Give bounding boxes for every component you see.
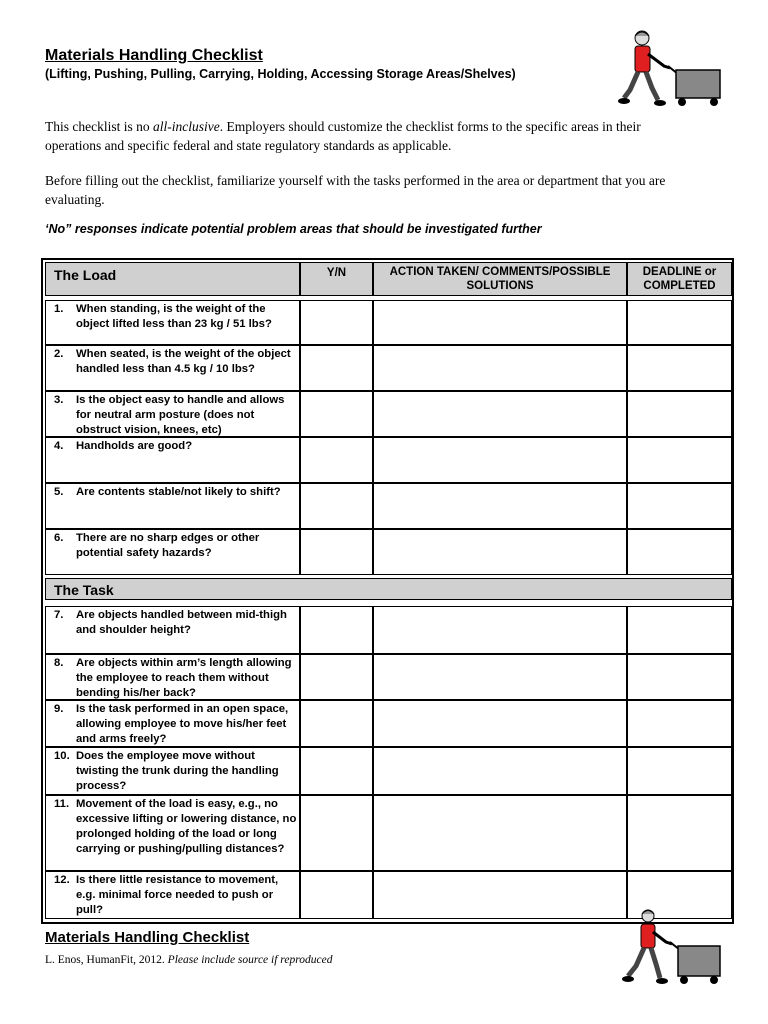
- action-comment-cell[interactable]: [373, 700, 627, 747]
- question-text: Handholds are good?: [76, 440, 193, 452]
- yn-answer-cell[interactable]: [300, 654, 373, 700]
- question-text: Movement of the load is easy, e.g., no excessive lifting or lowering distance, no prolonged holding of the load or long carrying or pushing/pulling distances?: [76, 798, 297, 855]
- question-number: 3.: [54, 394, 64, 406]
- question-text: Is the object easy to handle and allows for neutral arm posture (does not obstruct vision, knees, etc): [76, 394, 285, 436]
- question-number: 4.: [54, 440, 64, 452]
- question-number: 7.: [54, 609, 64, 621]
- worker-pushing-cart-icon: [618, 26, 728, 110]
- deadline-cell[interactable]: [627, 345, 732, 391]
- question-cell: [45, 300, 300, 345]
- action-comment-cell[interactable]: [373, 871, 627, 919]
- action-comment-cell[interactable]: [373, 654, 627, 700]
- deadline-cell[interactable]: [627, 529, 732, 575]
- question-cell: [45, 795, 300, 871]
- page-subtitle: (Lifting, Pushing, Pulling, Carrying, Holding, Accessing Storage Areas/Shelves): [45, 67, 516, 81]
- question-cell: [45, 606, 300, 654]
- intro-p1-before: This checklist is no: [45, 119, 153, 134]
- question-cell: [45, 345, 300, 391]
- question-cell: [45, 871, 300, 919]
- question-text: Are objects handled between mid-thigh and shoulder height?: [76, 609, 287, 636]
- question-number: 6.: [54, 532, 64, 544]
- no-responses-note: ‘No” responses indicate potential problem areas that should be investigated further: [45, 222, 542, 236]
- question-text: When seated, is the weight of the object handled less than 4.5 kg / 10 lbs?: [76, 348, 291, 375]
- credit-italic: Please include source if reproduced: [167, 954, 333, 966]
- question-cell: [45, 700, 300, 747]
- intro-paragraph-2: Before filling out the checklist, familiarize yourself with the tasks performed in the area or department that you are evaluating.: [45, 173, 666, 207]
- action-comment-cell[interactable]: [373, 795, 627, 871]
- question-number: 8.: [54, 657, 64, 669]
- question-text: Does the employee move without twisting the trunk during the handling process?: [76, 750, 279, 792]
- question-cell: [45, 529, 300, 575]
- question-number: 12.: [54, 874, 70, 886]
- question-text: Is there little resistance to movement, e.g. minimal force needed to push or pull?: [76, 874, 279, 916]
- yn-answer-cell[interactable]: [300, 871, 373, 919]
- deadline-cell[interactable]: [627, 437, 732, 483]
- intro-paragraph-1: [45, 117, 665, 155]
- action-comment-cell[interactable]: [373, 606, 627, 654]
- question-text: There are no sharp edges or other potential safety hazards?: [76, 532, 260, 559]
- yn-answer-cell[interactable]: [300, 483, 373, 529]
- column-header-yn: Y/N: [300, 262, 373, 296]
- question-cell: [45, 391, 300, 437]
- question-number: 5.: [54, 486, 64, 498]
- yn-answer-cell[interactable]: [300, 300, 373, 345]
- deadline-cell[interactable]: [627, 606, 732, 654]
- action-comment-cell[interactable]: [373, 437, 627, 483]
- credit-plain: L. Enos, HumanFit, 2012.: [45, 954, 168, 966]
- question-text: When standing, is the weight of the object lifted less than 23 kg / 51 lbs?: [76, 303, 272, 330]
- column-header-action: ACTION TAKEN/ COMMENTS/POSSIBLE SOLUTIONS: [373, 262, 627, 296]
- deadline-cell[interactable]: [627, 654, 732, 700]
- deadline-cell[interactable]: [627, 700, 732, 747]
- action-comment-cell[interactable]: [373, 529, 627, 575]
- question-number: 2.: [54, 348, 64, 360]
- yn-answer-cell[interactable]: [300, 437, 373, 483]
- question-number: 10.: [54, 750, 70, 762]
- action-comment-cell[interactable]: [373, 300, 627, 345]
- intro-p1-after: . Employers should customize the checklist forms to the specific areas in their operations and specific federal and state regulatory standards as applicable.: [45, 119, 641, 153]
- yn-answer-cell[interactable]: [300, 345, 373, 391]
- question-number: 11.: [54, 798, 70, 810]
- deadline-cell[interactable]: [627, 391, 732, 437]
- yn-answer-cell[interactable]: [300, 795, 373, 871]
- deadline-cell[interactable]: [627, 300, 732, 345]
- yn-answer-cell[interactable]: [300, 391, 373, 437]
- question-number: 1.: [54, 303, 64, 315]
- intro-p1-italic: all-inclusive: [153, 119, 220, 134]
- action-comment-cell[interactable]: [373, 483, 627, 529]
- deadline-cell[interactable]: [627, 795, 732, 871]
- deadline-cell[interactable]: [627, 747, 732, 795]
- question-cell: [45, 437, 300, 483]
- action-comment-cell[interactable]: [373, 391, 627, 437]
- section-header-load: The Load: [45, 262, 300, 296]
- question-text: Are objects within arm’s length allowing the employee to reach them without bending his/her back?: [76, 657, 292, 699]
- question-cell: [45, 747, 300, 795]
- question-text: Are contents stable/not likely to shift?: [76, 486, 281, 498]
- column-header-deadline: DEADLINE or COMPLETED: [627, 262, 732, 296]
- yn-answer-cell[interactable]: [300, 606, 373, 654]
- page-title: Materials Handling Checklist: [45, 47, 263, 64]
- yn-answer-cell[interactable]: [300, 529, 373, 575]
- question-cell: [45, 483, 300, 529]
- section-header-task: The Task: [45, 578, 732, 600]
- yn-answer-cell[interactable]: [300, 747, 373, 795]
- question-cell: [45, 654, 300, 700]
- deadline-cell[interactable]: [627, 483, 732, 529]
- worker-pushing-cart-icon: [618, 906, 728, 990]
- action-comment-cell[interactable]: [373, 747, 627, 795]
- question-number: 9.: [54, 703, 64, 715]
- question-text: Is the task performed in an open space, allowing employee to move his/her feet and arms freely?: [76, 703, 289, 745]
- footer-title: Materials Handling Checklist: [45, 929, 250, 946]
- yn-answer-cell[interactable]: [300, 700, 373, 747]
- footer-credit: [45, 954, 332, 966]
- action-comment-cell[interactable]: [373, 345, 627, 391]
